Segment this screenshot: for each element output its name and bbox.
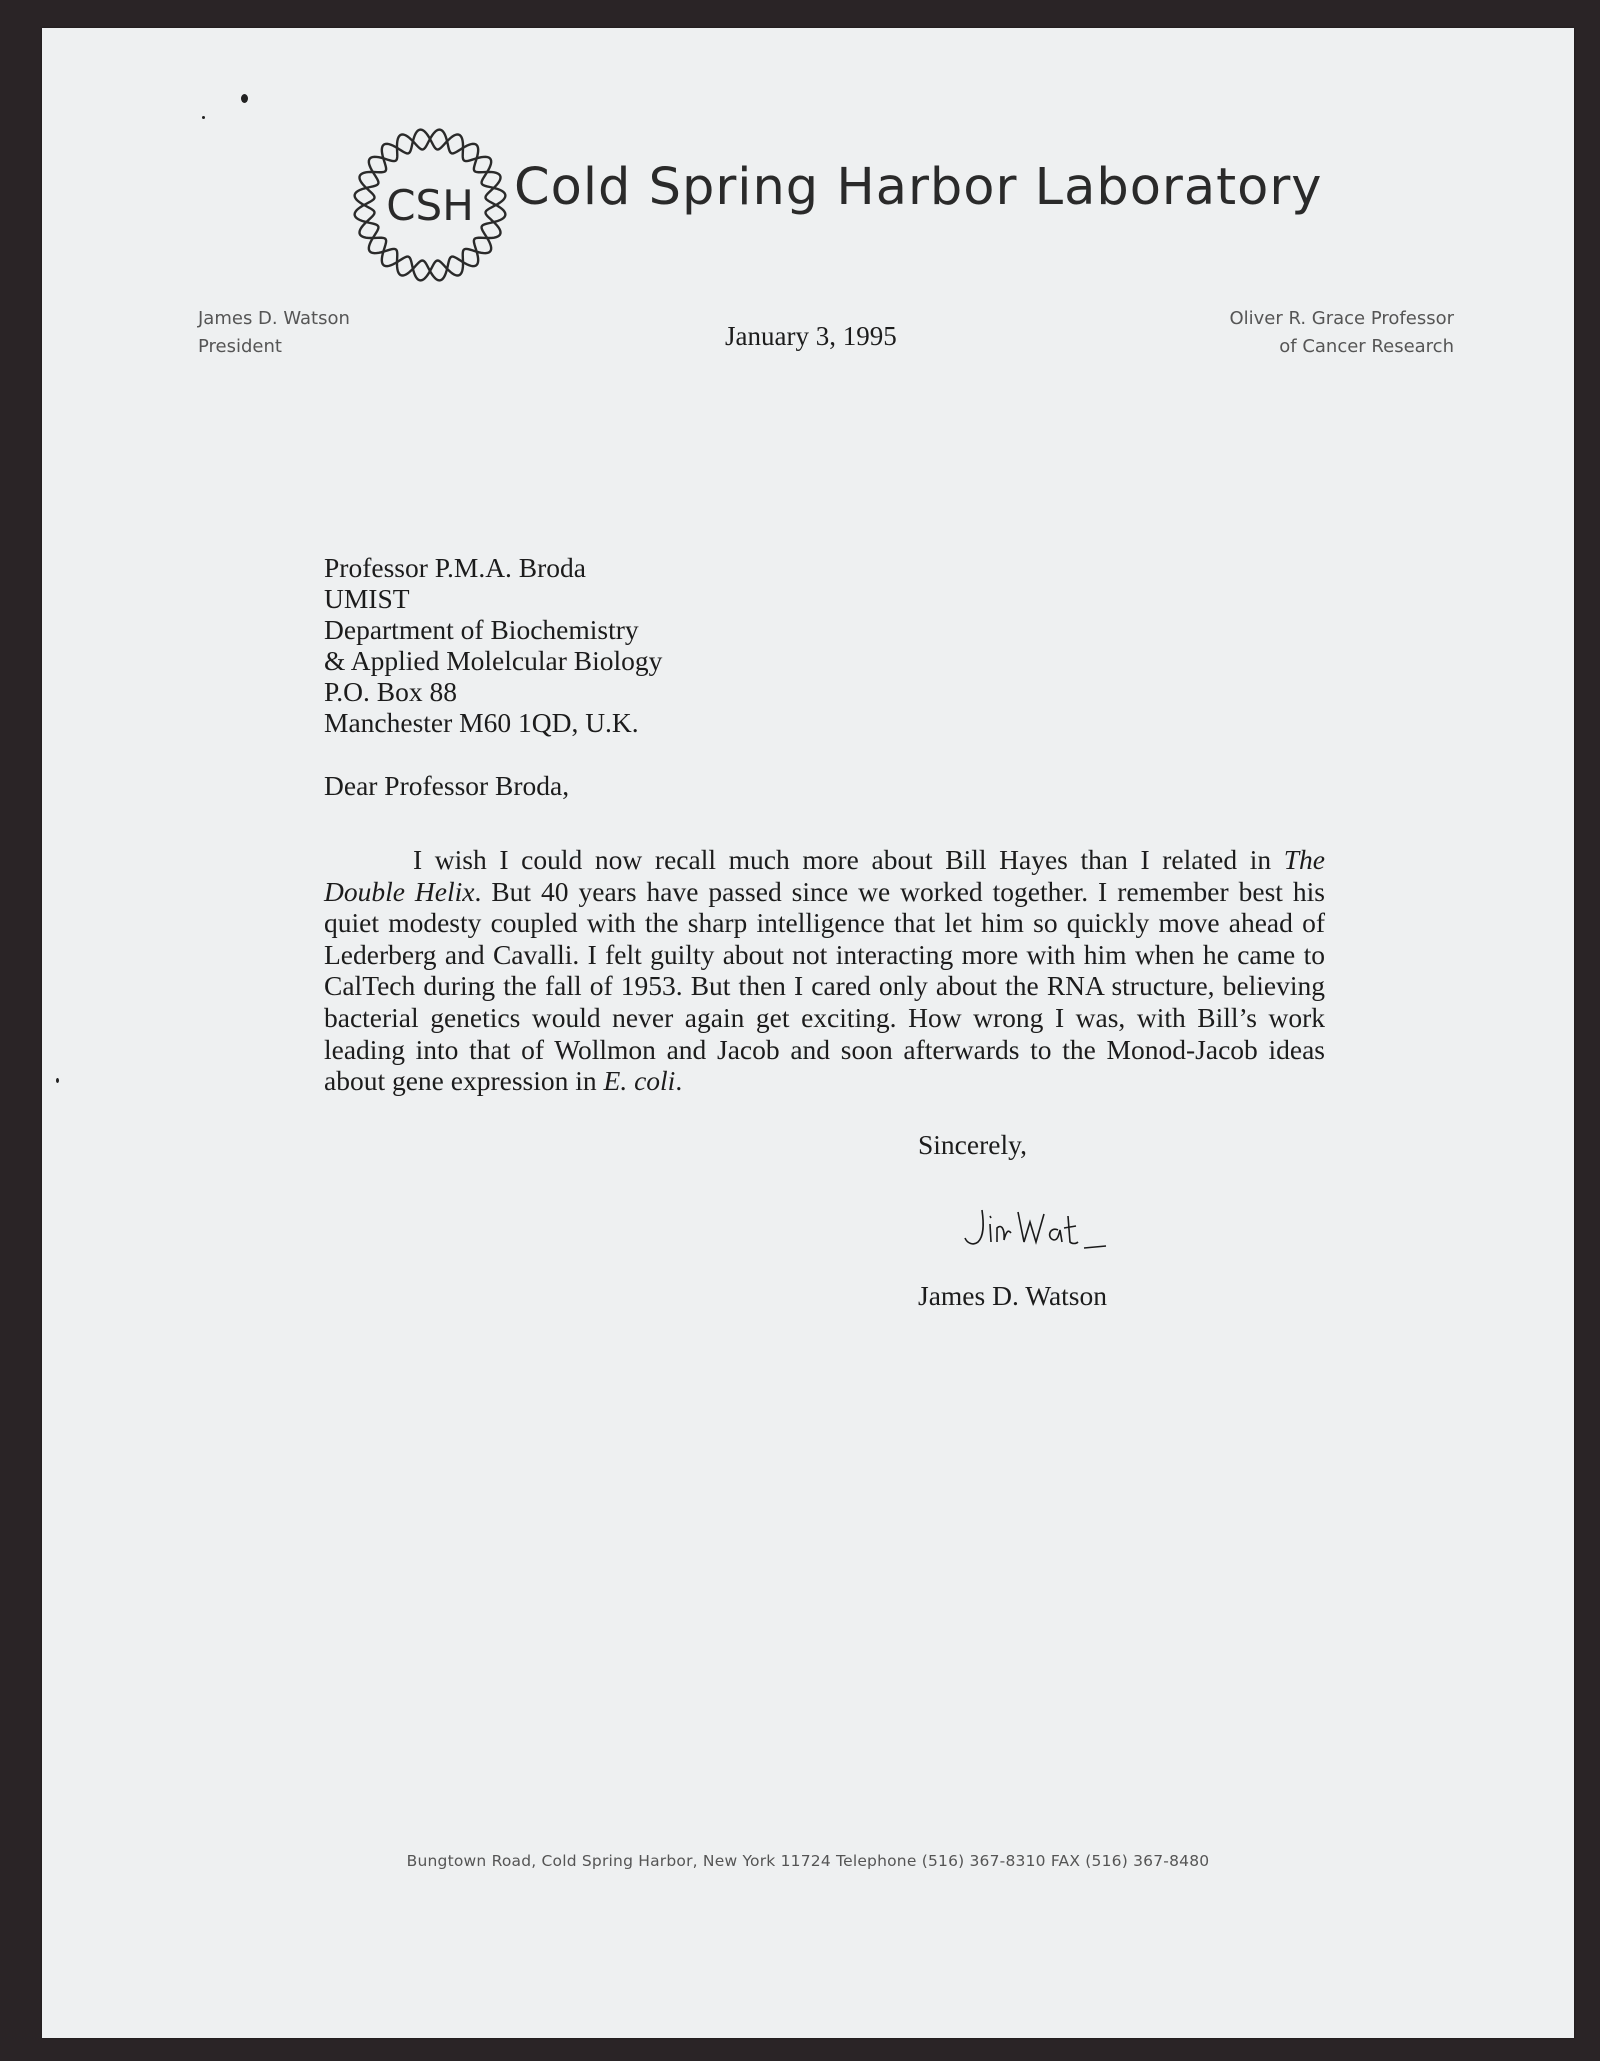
logo-text: CSH	[386, 181, 474, 230]
address-line: & Applied Molelcular Biology	[324, 645, 663, 676]
president-block	[198, 305, 350, 361]
letterhead-footer: Bungtown Road, Cold Spring Harbor, New York 11724 Telephone (516) 367-8310 FAX (516) 367-8480	[406, 1852, 1210, 1870]
handwritten-signature	[960, 1202, 1110, 1262]
ink-speck	[241, 94, 248, 103]
address-line: P.O. Box 88	[324, 676, 457, 707]
csh-logo-icon	[345, 120, 515, 290]
president-title: President	[198, 336, 282, 357]
ink-speck	[202, 116, 205, 119]
professorship-line-1: Oliver R. Grace Professor	[1229, 308, 1454, 329]
recipient-address	[324, 552, 662, 738]
organization-name: Cold Spring Harbor Laboratory	[514, 158, 1323, 217]
professorship-line-2: of Cancer Research	[1279, 336, 1454, 357]
president-name: James D. Watson	[198, 308, 350, 329]
address-line: UMIST	[324, 583, 410, 614]
body-text: I wish I could now recall much more about Bill Hayes than I related in	[413, 844, 1272, 875]
letter-page	[42, 28, 1574, 2038]
professorship-block	[1229, 305, 1454, 361]
closing: Sincerely,	[918, 1129, 1027, 1160]
salutation: Dear Professor Broda,	[324, 770, 570, 801]
book-title: The Double Helix	[324, 844, 1325, 907]
ink-speck	[56, 1078, 59, 1083]
organism-name: E. coli	[603, 1065, 676, 1097]
letter-body	[324, 844, 1325, 1097]
letter-date: January 3, 1995	[725, 321, 897, 351]
address-line: Manchester M60 1QD, U.K.	[324, 707, 639, 738]
signer-name: James D. Watson	[918, 1280, 1107, 1311]
address-line: Professor P.M.A. Broda	[324, 552, 587, 583]
body-end: .	[675, 1065, 683, 1097]
body-text: . But 40 years have passed since we worked together. I remember best his quiet modesty coupled with the sharp intelligence that let him so quickly move ahead of Lederberg and Cavalli. I felt guilty about not interacting more with him when he came to CalTech during the fall of 1953. But then I cared only about the RNA structure, believing bacterial genetics would never again get exciting. How wrong I was, with Bill’s work leading into that of Wollmon and Jacob and soon afterwards to the Monod-Jacob ideas about gene expression in	[324, 875, 1325, 1097]
address-line: Department of Biochemistry	[324, 614, 639, 645]
